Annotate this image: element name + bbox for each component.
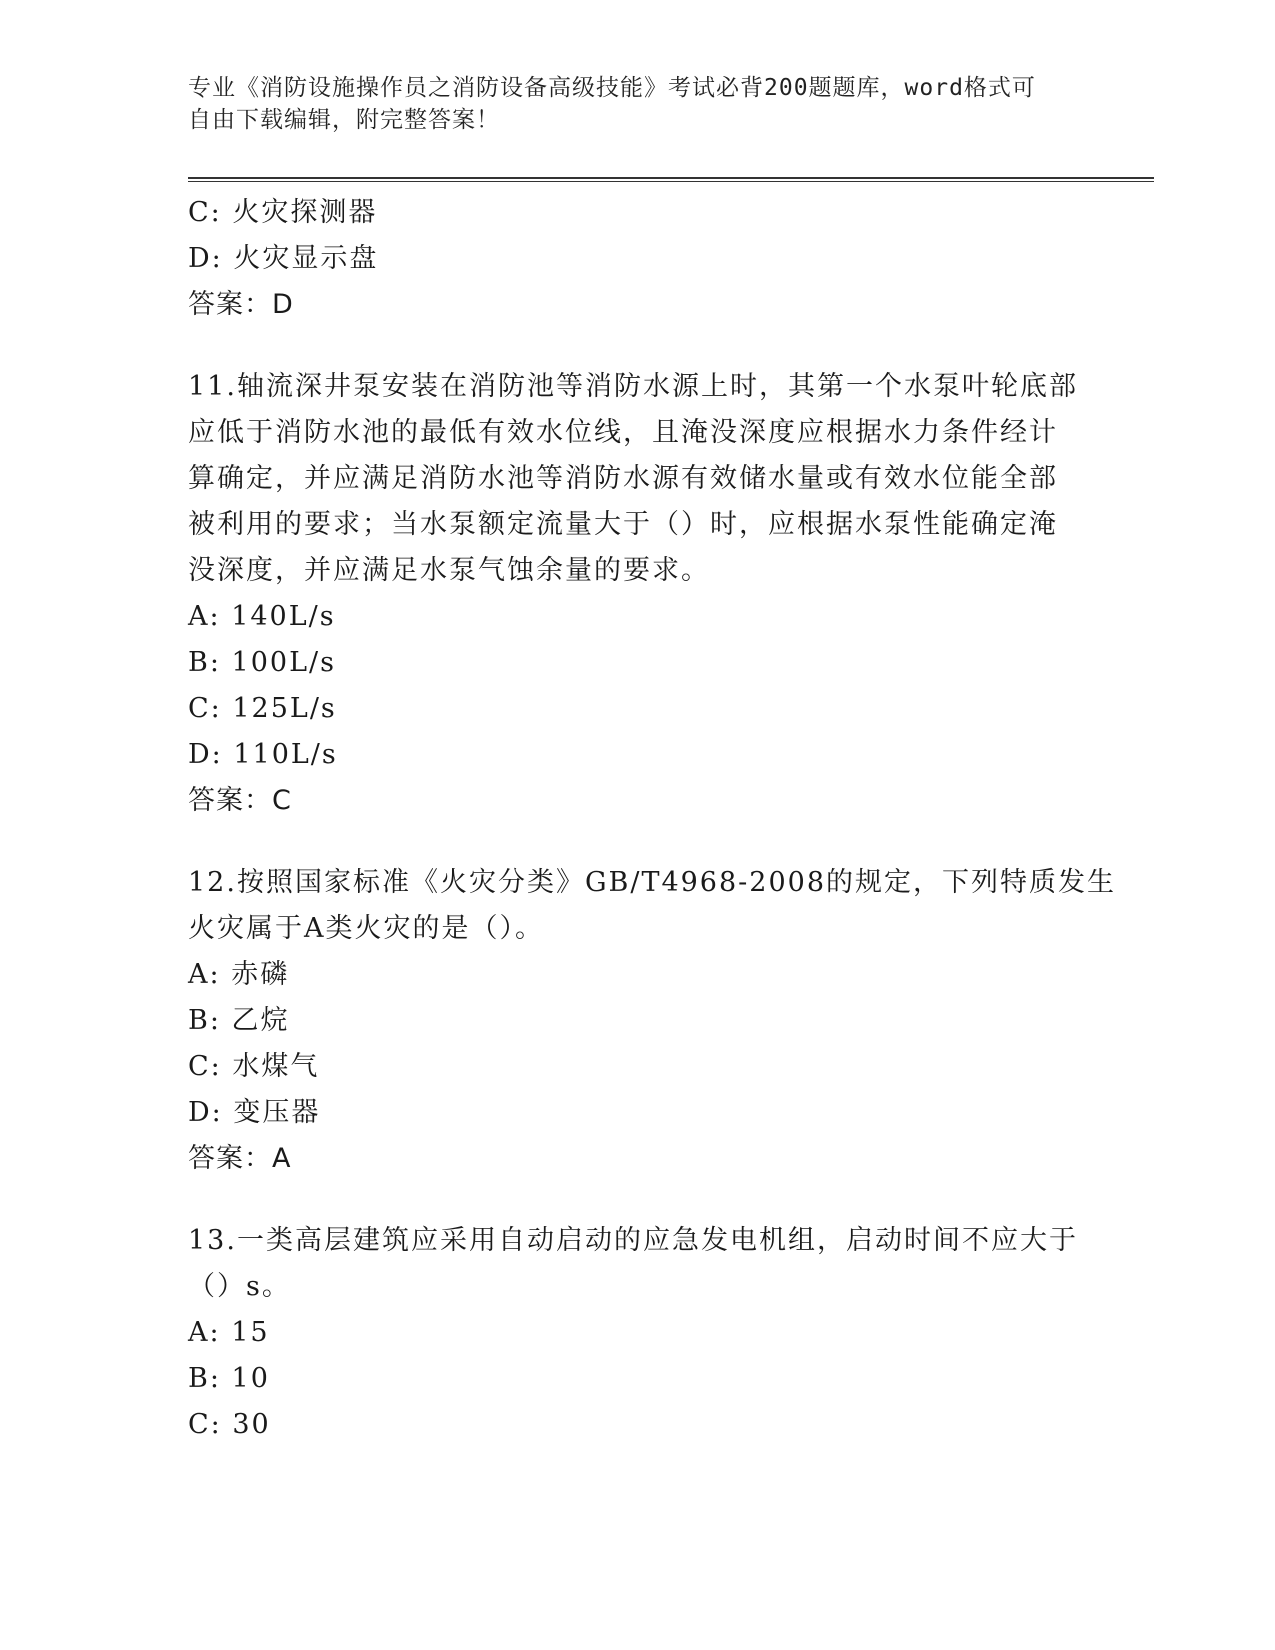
- option-d: [188, 236, 1088, 282]
- question-text-line: 13.一类高层建筑应采用自动启动的应急发电机组，启动时间不应大于: [188, 1225, 1078, 1256]
- option-c: [188, 686, 1088, 732]
- option-label: A:: [188, 1317, 221, 1348]
- option-label: B:: [188, 647, 221, 678]
- option-label: A:: [188, 601, 221, 632]
- option-label: C:: [188, 693, 222, 724]
- option-text: 火灾显示盘: [233, 243, 379, 274]
- option-b: [188, 998, 1088, 1044]
- question-11: [188, 364, 1088, 824]
- question-text-line: 12.按照国家标准《火灾分类》GB/T4968-2008的规定，下列特质发生: [188, 867, 1117, 898]
- option-label: B:: [188, 1005, 221, 1036]
- option-text: 火灾探测器: [232, 197, 378, 228]
- question-10-tail: [188, 190, 1088, 328]
- option-b: [188, 640, 1088, 686]
- header-divider: [188, 177, 1154, 182]
- answer-line: 答案：D: [188, 289, 294, 320]
- option-d: [188, 732, 1088, 778]
- option-label: C:: [188, 1409, 222, 1440]
- option-text: 30: [232, 1409, 271, 1440]
- question-text-line: （）s。: [188, 1271, 291, 1302]
- question-13: [188, 1218, 1088, 1448]
- option-c: [188, 190, 1088, 236]
- answer-line: 答案：A: [188, 1143, 292, 1174]
- option-d: [188, 1090, 1088, 1136]
- option-b: [188, 1356, 1088, 1402]
- question-text-line: 没深度，并应满足水泵气蚀余量的要求。: [188, 555, 710, 586]
- option-label: D:: [188, 243, 223, 274]
- option-text: 水煤气: [232, 1051, 320, 1082]
- option-label: D:: [188, 1097, 223, 1128]
- option-c: [188, 1402, 1088, 1448]
- option-label: B:: [188, 1363, 221, 1394]
- answer-line: 答案：C: [188, 785, 292, 816]
- option-label: A:: [188, 959, 221, 990]
- question-text-line: 应低于消防水池的最低有效水位线，且淹没深度应根据水力条件经计: [188, 417, 1058, 448]
- option-text: 110L/s: [233, 739, 338, 770]
- question-text-line: 被利用的要求；当水泵额定流量大于（）时，应根据水泵性能确定淹: [188, 509, 1058, 540]
- header-line-1: 专业《消防设施操作员之消防设备高级技能》考试必背200题题库，word格式可: [188, 75, 1036, 101]
- option-text: 10: [231, 1363, 270, 1394]
- option-label: C:: [188, 1051, 222, 1082]
- question-text-line: 11.轴流深井泵安装在消防池等消防水源上时，其第一个水泵叶轮底部: [188, 371, 1078, 402]
- option-a: [188, 594, 1088, 640]
- header-line-2: 自由下载编辑，附完整答案！: [188, 107, 500, 133]
- question-content: [188, 190, 1117, 1448]
- option-text: 变压器: [233, 1097, 321, 1128]
- question-text-line: 算确定，并应满足消防水池等消防水源有效储水量或有效水位能全部: [188, 463, 1058, 494]
- option-text: 100L/s: [231, 647, 336, 678]
- option-text: 125L/s: [232, 693, 337, 724]
- option-text: 15: [231, 1317, 270, 1348]
- spacer: [188, 1182, 1088, 1218]
- option-text: 赤磷: [231, 959, 290, 990]
- question-12: [188, 860, 1117, 1182]
- option-text: 乙烷: [231, 1005, 290, 1036]
- option-label: D:: [188, 739, 223, 770]
- option-c: [188, 1044, 1088, 1090]
- page-header: [188, 72, 1068, 136]
- question-text-line: 火灾属于A类火灾的是（）。: [188, 913, 544, 944]
- spacer: [188, 824, 1088, 860]
- option-text: 140L/s: [231, 601, 336, 632]
- option-a: [188, 1310, 1088, 1356]
- option-a: [188, 952, 1088, 998]
- spacer: [188, 328, 1088, 364]
- option-label: C:: [188, 197, 222, 228]
